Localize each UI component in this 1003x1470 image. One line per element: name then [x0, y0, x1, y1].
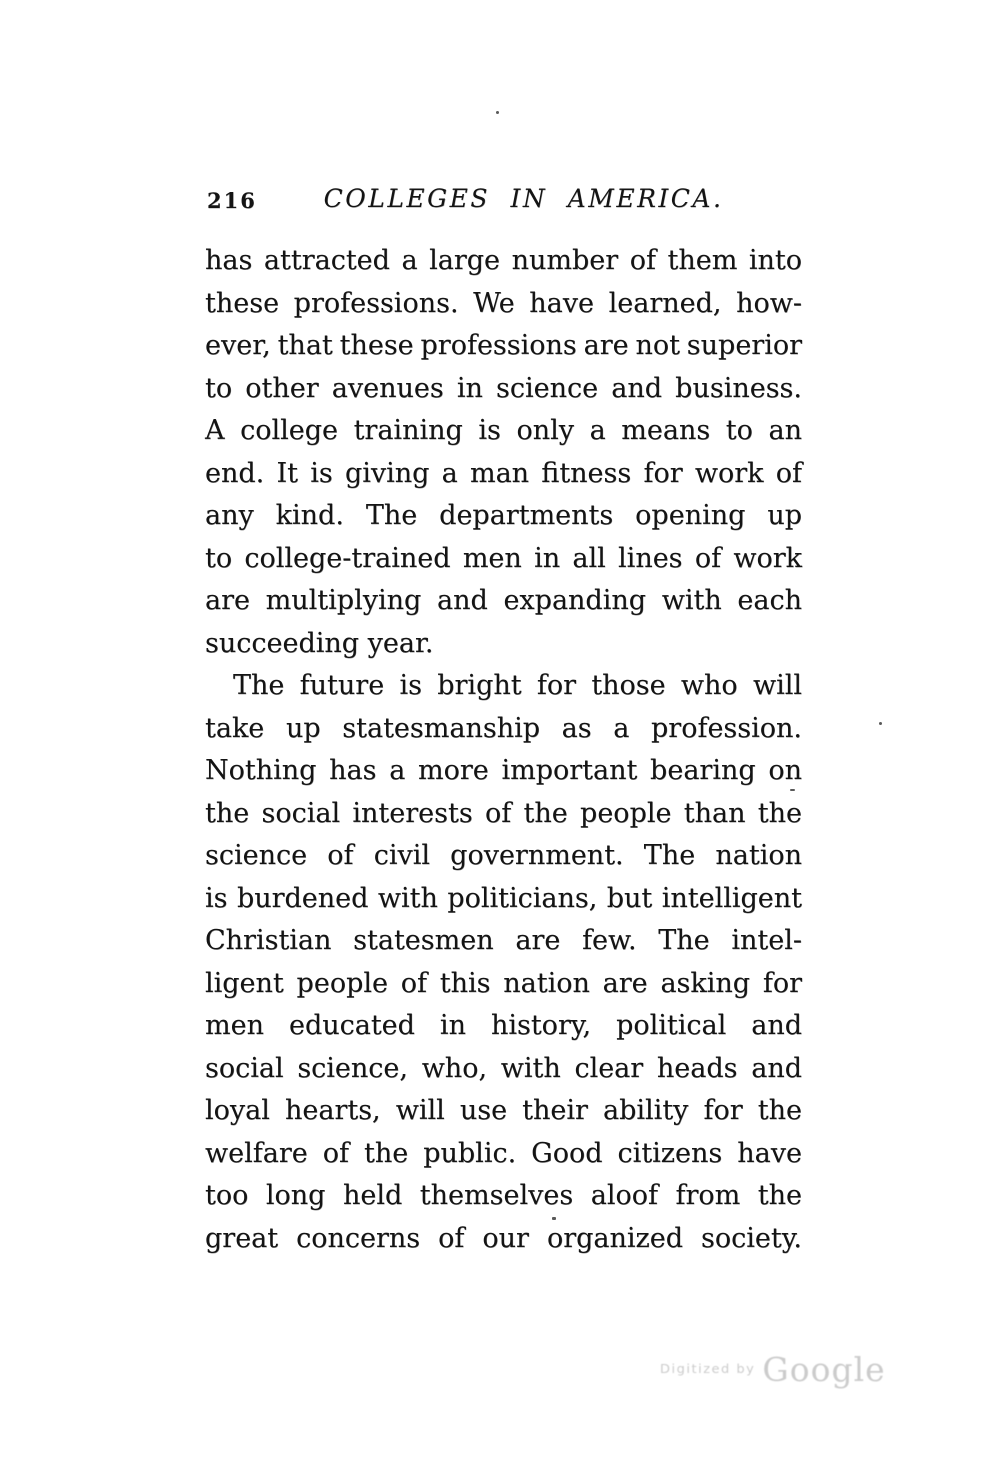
text-line: men educated in history, political and	[205, 1010, 802, 1041]
page-header	[205, 184, 802, 218]
text-line: any kind. The departments opening up	[205, 500, 802, 531]
text-line: great concerns of our organized society.	[205, 1222, 802, 1254]
text-line: social science, who, with clear heads and	[205, 1052, 802, 1084]
text-line: the social interests of the people than the	[205, 797, 802, 829]
text-line: succeeding year.	[205, 627, 434, 659]
text-line: too long held themselves aloof from the	[205, 1180, 802, 1211]
scan-speck	[552, 1217, 556, 1220]
page-number: 216	[207, 188, 257, 213]
digitized-by-google-watermark	[660, 1350, 886, 1389]
scan-speck	[790, 789, 795, 791]
paragraph	[205, 240, 802, 665]
text-line: take up statesmanship as a profession.	[205, 712, 802, 744]
paragraph	[205, 665, 802, 1260]
watermark-prefix-text: Digitized by	[660, 1362, 756, 1377]
text-line: ligent people of this nation are asking for	[205, 967, 802, 999]
text-line: The future is bright for those who will	[233, 670, 802, 701]
text-line: loyal hearts, will use their ability for the	[205, 1095, 802, 1126]
text-line: are multiplying and expanding with each	[205, 585, 802, 616]
text-line: ever, that these professions are not superior	[205, 330, 802, 361]
text-line: Christian statesmen are few. The intel-	[205, 925, 802, 956]
text-line: science of civil government. The nation	[205, 840, 802, 871]
text-line: these professions. We have learned, how-	[205, 287, 802, 319]
running-title: COLLEGES IN AMERICA.	[323, 184, 724, 213]
text-line: is burdened with politicians, but intelligent	[205, 882, 802, 914]
text-line: welfare of the public. Good citizens have	[205, 1137, 802, 1169]
text-line: to college-trained men in all lines of work	[205, 542, 802, 574]
text-line: end. It is giving a man fitness for work of	[205, 457, 802, 489]
text-line: has attracted a large number of them into	[205, 245, 802, 276]
text-line: to other avenues in science and business.	[205, 372, 802, 404]
text-line: A college training is only a means to an	[205, 415, 802, 446]
scan-speck	[496, 111, 499, 114]
google-logo-text: Google	[762, 1350, 886, 1389]
text-line: Nothing has a more important bearing on	[205, 755, 802, 786]
page-text	[205, 240, 802, 1260]
scan-speck	[879, 722, 882, 725]
